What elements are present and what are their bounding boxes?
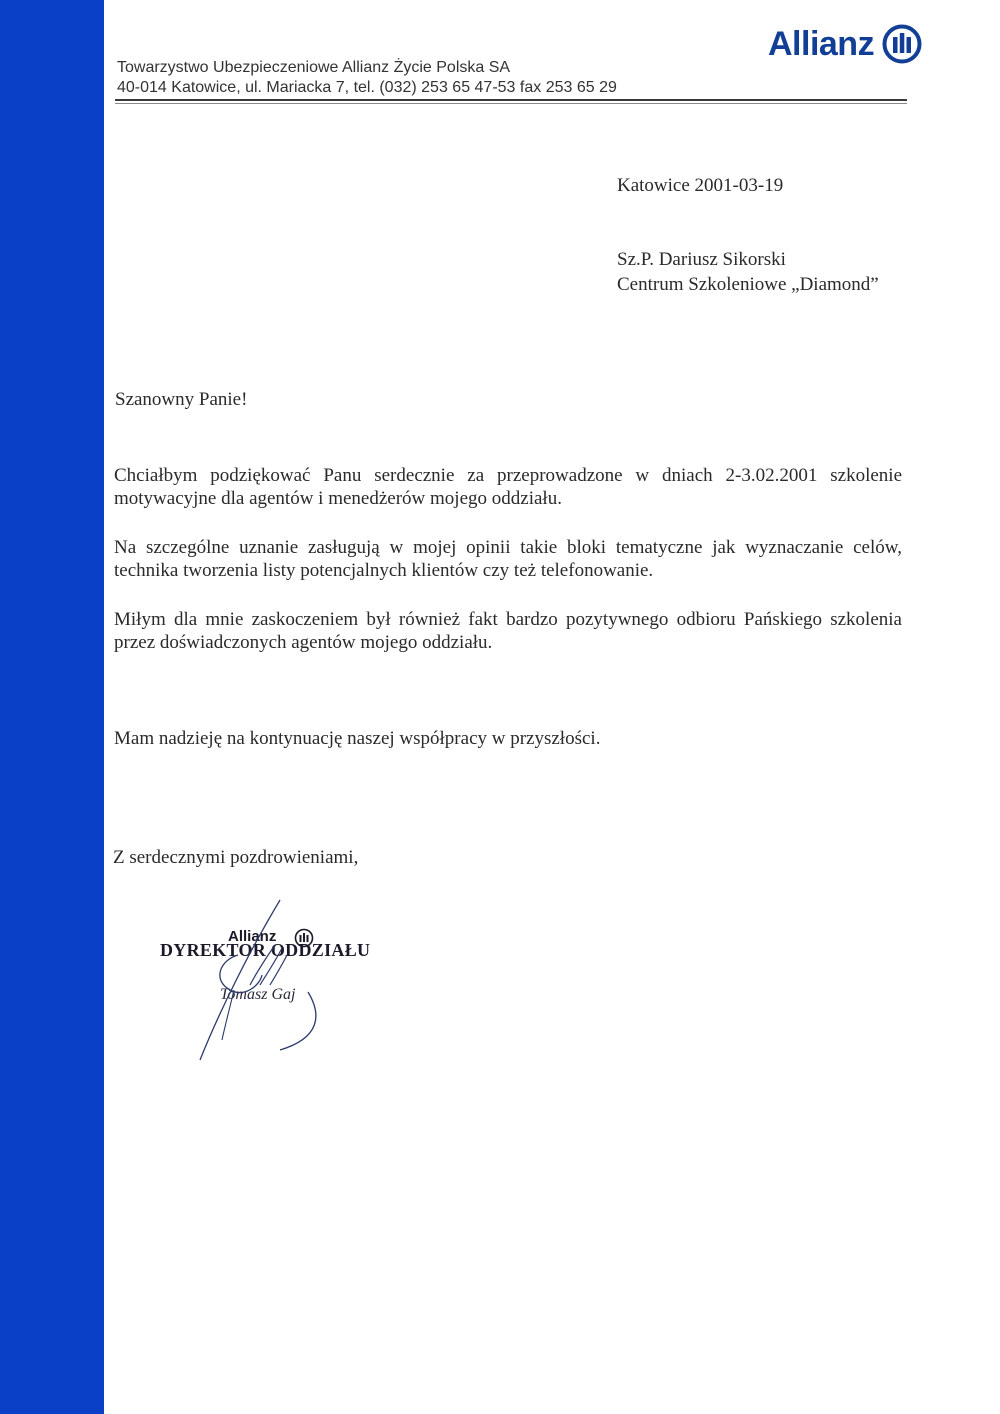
body-paragraph: Miłym dla mnie zaskoczeniem był również fakt bardzo pozytywnego odbioru Pańskiego szkolenia przez doświadczonych agentów mojego oddziału. xyxy=(114,609,902,653)
stamp-title: DYREKTOR ODDZIAŁU xyxy=(160,940,371,960)
letterhead xyxy=(117,58,617,98)
body-paragraph: Mam nadzieję na kontynuację naszej współpracy w przyszłości. xyxy=(114,728,601,749)
salutation: Szanowny Panie! xyxy=(115,389,248,410)
recipient-block xyxy=(617,247,879,297)
header-divider xyxy=(115,99,907,101)
company-name: Towarzystwo Ubezpieczeniowe Allianz Życie Polska SA xyxy=(117,59,511,76)
allianz-eagle-icon xyxy=(882,24,922,64)
handwritten-signature xyxy=(150,890,410,1070)
company-address: 40-014 Katowice, ul. Mariacka 7, tel. (032) 253 65 47-53 fax 253 65 29 xyxy=(117,79,617,96)
signature-stamp xyxy=(150,890,410,1070)
company-logo xyxy=(768,20,922,68)
side-color-bar xyxy=(0,0,104,1414)
stamp-name: Tomasz Gaj xyxy=(220,986,296,1003)
letter-date: Katowice 2001-03-19 xyxy=(617,175,784,196)
stamp-brand: Allianz xyxy=(228,928,277,945)
header-divider-thin xyxy=(115,103,907,104)
logo-wordmark: Allianz xyxy=(768,25,875,63)
closing-line: Z serdecznymi pozdrowieniami, xyxy=(113,847,359,868)
body-paragraph: Na szczególne uznanie zasługują w mojej opinii takie bloki tematyczne jak wyznaczanie celów, technika tworzenia listy potencjalnych klientów czy też telefonowanie. xyxy=(114,537,902,581)
body-paragraph: Chciałbym podziękować Panu serdecznie za przeprowadzone w dniach 2-3.02.2001 szkolenie motywacyjne dla agentów i menedżerów mojego oddziału. xyxy=(114,465,902,509)
recipient-organization: Centrum Szkoleniowe „Diamond” xyxy=(617,274,879,295)
recipient-name: Sz.P. Dariusz Sikorski xyxy=(617,249,786,270)
